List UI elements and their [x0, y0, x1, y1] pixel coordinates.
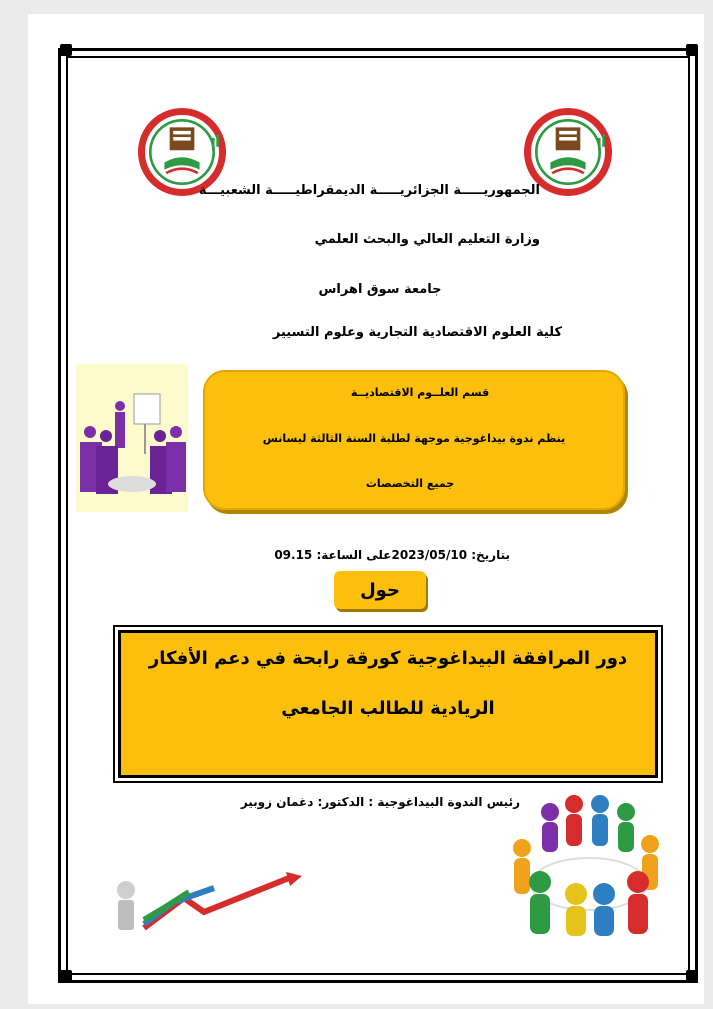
faculty-name: كلية العلوم الاقتصادية التجارية وعلوم التسيير [272, 325, 562, 340]
republic-name: الجمهوريـــــة الجزائريـــــة الديمقراطيـــــة الشعبيـــة [198, 183, 540, 198]
date-time-line: بتاريخ: 2023/05/10على الساعة: 09.15 [274, 548, 510, 562]
university-name: جامعة سوق اهراس [318, 282, 442, 297]
presentation-illustration-icon [76, 364, 188, 512]
specialties-label: جميع التخصصات [365, 477, 455, 490]
about-label: حول [334, 571, 426, 609]
frame-corner-ornament [60, 44, 72, 56]
seminar-chair: رئيس الندوة البيداغوجية : الدكتور: دغمان زوبير [240, 795, 520, 809]
department-name: قسم العلــوم الاقتصاديــة [350, 386, 490, 399]
growth-chart-icon [104, 868, 304, 938]
frame-corner-ornament [686, 970, 698, 982]
frame-corner-ornament [686, 44, 698, 56]
seminar-title-line2: الريادية للطالب الجامعي [281, 698, 495, 719]
people-circle-icon [500, 792, 678, 938]
seminar-audience: ينظم ندوة بيداغوجية موجهة لطلبة السنة الثالثة ليسانس [262, 432, 566, 445]
frame-corner-ornament [60, 970, 72, 982]
ministry-name: وزارة التعليم العالي والبحث العلمي [314, 232, 540, 247]
seminar-title-line1: دور المرافقة البيداغوجية كورقة رابحة في دعم الأفكار [148, 648, 628, 669]
